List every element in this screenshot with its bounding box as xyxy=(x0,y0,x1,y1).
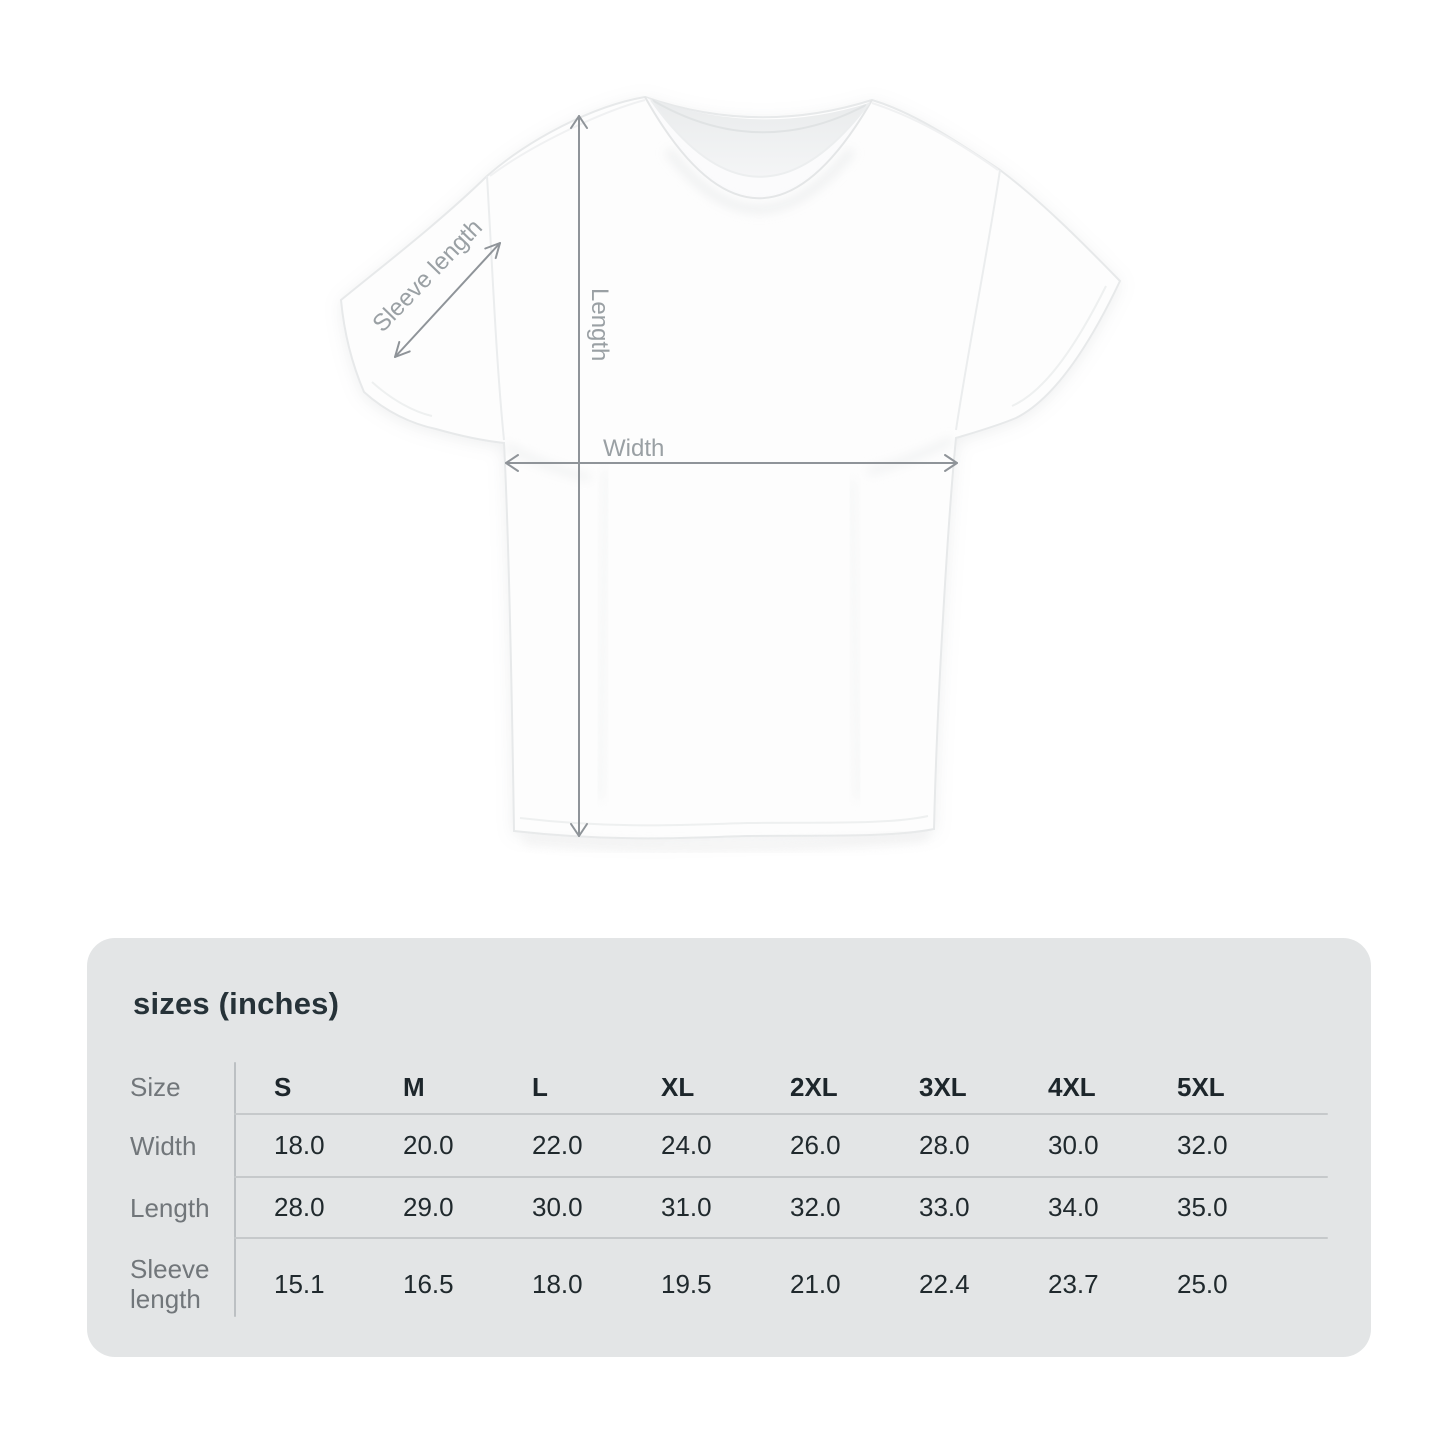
length-value-m: 29.0 xyxy=(403,1192,454,1222)
width-value-s: 18.0 xyxy=(274,1130,325,1160)
length-label: Length xyxy=(586,288,613,362)
sleeve-length-label: Sleeve length xyxy=(367,214,488,338)
tshirt-photo xyxy=(341,97,1120,848)
length-value-5xl: 35.0 xyxy=(1177,1192,1228,1222)
col-header-3xl: 3XL xyxy=(919,1071,967,1102)
size-chart-panel xyxy=(87,938,1371,1357)
length-value-l: 30.0 xyxy=(532,1192,583,1222)
length-value-xl: 31.0 xyxy=(661,1192,712,1222)
width-label: Width xyxy=(603,435,665,462)
length-value-3xl: 33.0 xyxy=(919,1192,970,1222)
sleeve-value-m: 16.5 xyxy=(403,1268,454,1299)
sleeve-value-2xl: 21.0 xyxy=(790,1268,841,1299)
row-label-length: Length xyxy=(130,1192,210,1223)
col-header-l: L xyxy=(532,1071,548,1102)
table-row-sleeve-length xyxy=(130,1238,1328,1330)
sleeve-value-4xl: 23.7 xyxy=(1048,1268,1099,1299)
width-value-5xl: 32.0 xyxy=(1177,1130,1228,1160)
size-header-label: Size xyxy=(130,1072,181,1102)
col-header-m: M xyxy=(403,1071,425,1102)
size-table xyxy=(130,1060,1328,1330)
col-header-2xl: 2XL xyxy=(790,1071,838,1102)
width-value-xl: 24.0 xyxy=(661,1130,712,1160)
col-header-4xl: 4XL xyxy=(1048,1071,1096,1102)
table-row-length xyxy=(130,1177,1328,1238)
row-label-width: Width xyxy=(130,1130,197,1161)
table-header-row xyxy=(130,1060,1328,1114)
row-label-sleeve-length: Sleeve length xyxy=(130,1254,210,1314)
sleeve-value-l: 18.0 xyxy=(532,1268,583,1299)
table-row-width xyxy=(130,1114,1328,1177)
col-header-s: S xyxy=(274,1071,292,1102)
hem-shadow xyxy=(524,836,928,848)
length-value-4xl: 34.0 xyxy=(1048,1192,1099,1222)
size-chart-title: sizes (inches) xyxy=(133,986,340,1021)
sleeve-value-s: 15.1 xyxy=(274,1268,325,1299)
col-header-5xl: 5XL xyxy=(1177,1071,1225,1102)
length-value-s: 28.0 xyxy=(274,1192,325,1222)
width-value-m: 20.0 xyxy=(403,1130,454,1160)
length-value-2xl: 32.0 xyxy=(790,1192,841,1222)
sleeve-value-5xl: 25.0 xyxy=(1177,1268,1228,1299)
col-header-xl: XL xyxy=(661,1071,695,1102)
tshirt-body xyxy=(341,97,1120,838)
sleeve-value-3xl: 22.4 xyxy=(919,1268,970,1299)
width-value-4xl: 30.0 xyxy=(1048,1130,1099,1160)
sleeve-value-xl: 19.5 xyxy=(661,1268,712,1299)
width-value-3xl: 28.0 xyxy=(919,1130,970,1160)
width-value-2xl: 26.0 xyxy=(790,1130,841,1160)
width-value-l: 22.0 xyxy=(532,1130,583,1160)
